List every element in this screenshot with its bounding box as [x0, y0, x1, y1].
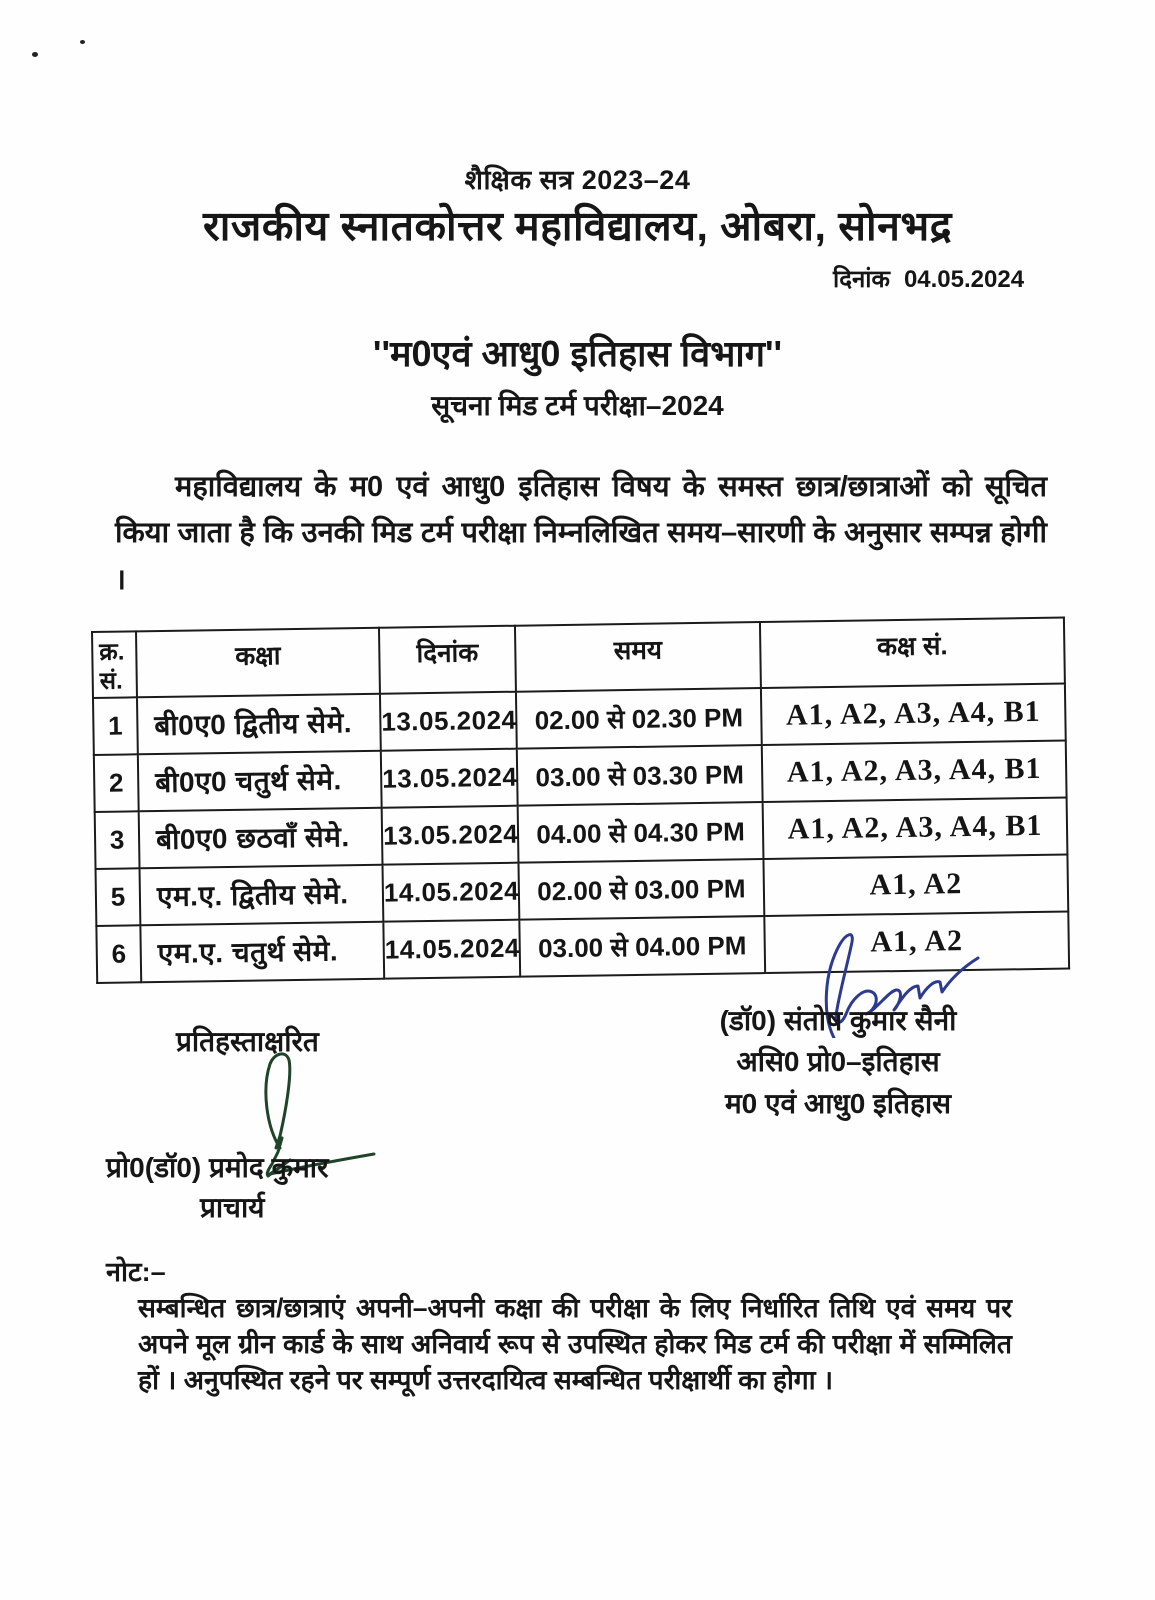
- header-room: कक्ष सं.: [760, 618, 1065, 688]
- countersigned-label: प्रतिहस्ताक्षरित: [176, 1026, 319, 1057]
- note-label: नोट:–: [106, 1257, 166, 1287]
- right-signer-designation: असि0 प्रो0–इतिहास: [736, 1046, 940, 1078]
- college-name: राजकीय स्नातकोत्तर महाविद्यालय, ओबरा, सोनभद्र: [203, 203, 952, 249]
- scan-speck: [32, 52, 38, 57]
- cell-date: 13.05.2024: [382, 805, 519, 864]
- scan-speck: [80, 40, 85, 44]
- header-serial: [92, 631, 137, 697]
- right-signer-department: म0 एवं आधु0 इतिहास: [724, 1087, 952, 1119]
- notice-date: [833, 262, 1024, 295]
- note-paragraph: सम्बन्धित छात्र/छात्राएं अपनी–अपनी कक्षा की परीक्षा के लिए निर्धारित तिथि एवं समय पर अपने मूल ग्रीन कार्ड के साथ अनिवार्य रूप से उपस्थित होकर मिड टर्म की परीक्षा में सम्मिलित हों । अनुपस्थित रहने पर सम्पूर्ण उत्तरदायित्व सम्बन्धित परीक्षार्थी का होगा ।: [138, 1293, 1012, 1396]
- cell-serial: 2: [94, 754, 139, 812]
- cell-class: बी0ए0 चतुर्थ सेमे.: [138, 750, 382, 811]
- cell-time: 03.00 से 03.30 PM: [517, 745, 763, 806]
- cell-date: 13.05.2024: [380, 691, 517, 750]
- cell-serial: 1: [93, 697, 138, 755]
- header-class: कक्षा: [136, 628, 380, 697]
- cell-time: 02.00 से 02.30 PM: [516, 688, 762, 749]
- header-date: दिनांक: [379, 626, 516, 694]
- cell-room: A1, A2: [763, 854, 1068, 916]
- cell-room: A1, A2: [764, 911, 1069, 973]
- cell-room: A1, A2, A3, A4, B1: [763, 797, 1068, 859]
- cell-class: बी0ए0 छठवाँ सेमे.: [139, 807, 383, 868]
- cell-time: 03.00 से 04.00 PM: [519, 916, 765, 977]
- cell-class: एम.ए. द्वितीय सेमे.: [140, 864, 384, 925]
- cell-date: 14.05.2024: [383, 919, 520, 978]
- cell-class: एम.ए. चतुर्थ सेमे.: [140, 921, 384, 982]
- cell-time: 02.00 से 03.00 PM: [518, 859, 764, 920]
- academic-session-line: शैक्षिक सत्र 2023–24: [464, 165, 691, 195]
- cell-date: 14.05.2024: [382, 862, 519, 921]
- cell-room: A1, A2, A3, A4, B1: [762, 740, 1067, 802]
- left-signer-designation: प्राचार्य: [200, 1192, 265, 1223]
- intro-paragraph: महाविद्यालय के म0 एवं आधु0 इतिहास विषय के समस्त छात्र/छात्राओं को सूचित किया जाता है कि उनकी मिड टर्म परीक्षा निम्नलिखित समय–सारणी के अनुसार सम्पन्न होगी ।: [115, 471, 1047, 596]
- department-title: ''म0एवं आधु0 इतिहास विभाग'': [372, 333, 783, 374]
- right-signer-block: [672, 1000, 1004, 1124]
- cell-class: बी0ए0 द्वितीय सेमे.: [137, 693, 381, 754]
- header-time: समय: [515, 622, 761, 691]
- date-label: दिनांक: [833, 266, 890, 293]
- cell-date: 13.05.2024: [381, 748, 518, 807]
- notice-subtitle: सूचना मिड टर्म परीक्षा–2024: [431, 390, 724, 421]
- header-serial-line1: क्र.: [99, 638, 125, 666]
- header-serial-line2: सं.: [99, 667, 123, 695]
- cell-serial: 5: [96, 868, 141, 926]
- cell-room: A1, A2, A3, A4, B1: [761, 683, 1066, 745]
- date-value: 04.05.2024: [903, 266, 1025, 293]
- right-signer-name: (डॉ0) संतोष कुमार सैनी: [719, 1005, 957, 1036]
- cell-time: 04.00 से 04.30 PM: [518, 802, 764, 863]
- left-signer-name: प्रो0(डॉ0) प्रमोद कुमार: [106, 1152, 329, 1183]
- cell-serial: 6: [96, 925, 141, 983]
- cell-serial: 3: [95, 811, 140, 869]
